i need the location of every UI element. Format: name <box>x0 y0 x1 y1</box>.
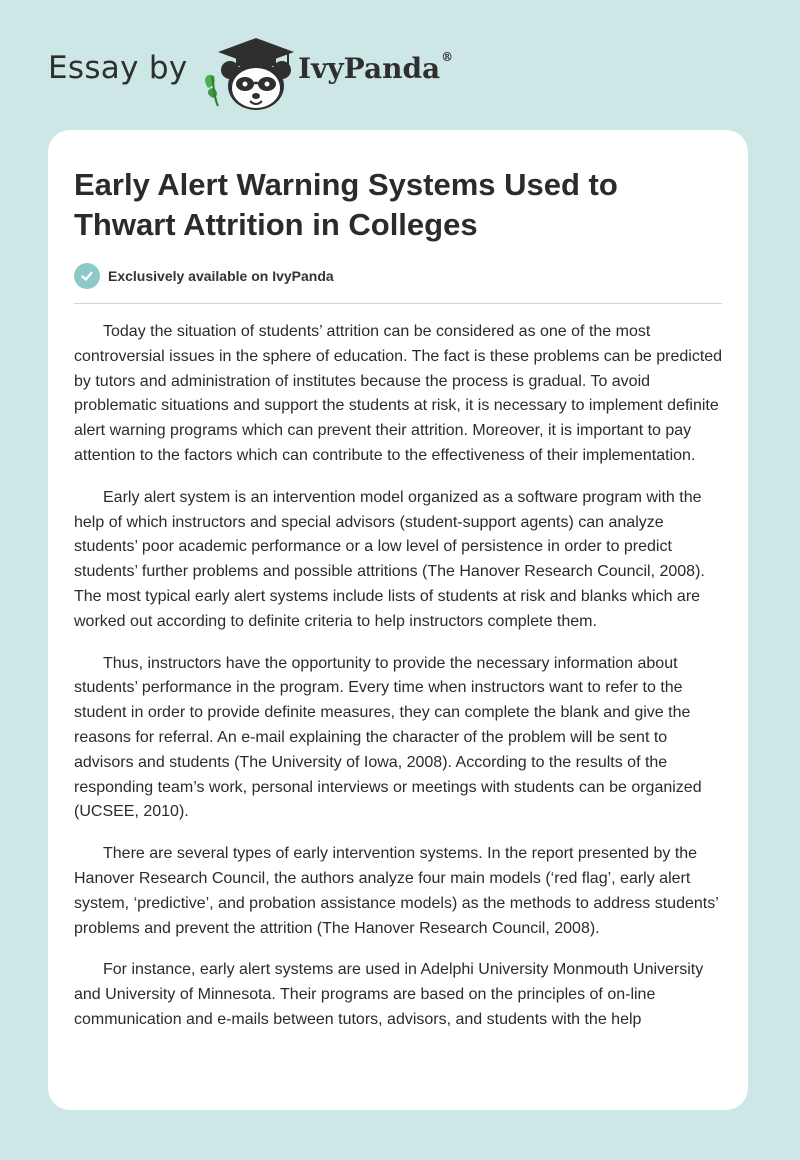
paragraph: Thus, instructors have the opportunity to provide the necessary information about students’ performance in the program. Every time when instructors want to refer to the student in order to provide definite measures, they can complete the blank and give the reasons for referral. An e-mail explaining the character of the problem will be sent to advisors and students (The University of Iowa, 2008). According to the results of the responding team’s work, personal interviews or meetings with students can be organized (UCSEE, 2010). <box>74 654 702 821</box>
registered-mark: ® <box>441 50 454 64</box>
paragraph: Today the situation of students’ attrition can be considered as one of the most controversial issues in the sphere of education. The fact is these problems can be predicted by tutors and administration of institutes because the process is gradual. To avoid problematic situations and support the students at risk, it is necessary to implement definite alert warning programs which can prevent their attrition. Moreover, it is important to pay attention to the factors which can contribute to the effectiveness of their implementation. <box>74 323 723 464</box>
exclusive-badge <box>74 263 334 289</box>
exclusive-badge-text: Exclusively available on IvyPanda <box>108 268 334 284</box>
brand-text: IvyPanda <box>298 52 441 85</box>
essay-body <box>74 320 724 1050</box>
check-circle-icon <box>74 263 100 289</box>
panda-graduate-icon[interactable] <box>200 36 296 112</box>
divider <box>74 303 722 304</box>
paragraph: Early alert system is an intervention model organized as a software program with the help of which instructors and special advisors (student-support agents) can analyze students’ poor academic performance or a low level of persistence in order to predict students’ further problems and possible attritions (The Hanover Research Council, 2008). The most typical early alert systems include lists of students at risk and blanks which are worked out according to definite criteria to help instructors complete them. <box>74 488 705 630</box>
paragraph: For instance, early alert systems are used in Adelphi University Monmouth University and University of Minnesota. Their programs are based on the principles of on-line communication and e-mails between tutors, advisors, and students with the help <box>74 961 704 1028</box>
essay-card <box>48 130 748 1110</box>
brand-name[interactable] <box>298 52 453 85</box>
paragraph: There are several types of early intervention systems. In the report presented by the Hanover Research Council, the authors analyze four main models (‘red flag’, early alert system, ‘predictive’, and probation assistance models) as the methods to address students’ problems and prevent the attrition (The Hanover Research Council, 2008). <box>74 845 719 937</box>
essay-by-label: Essay by <box>48 50 188 86</box>
site-header <box>48 36 508 112</box>
essay-title: Early Alert Warning Systems Used to Thwart Attrition in Colleges <box>74 167 618 242</box>
